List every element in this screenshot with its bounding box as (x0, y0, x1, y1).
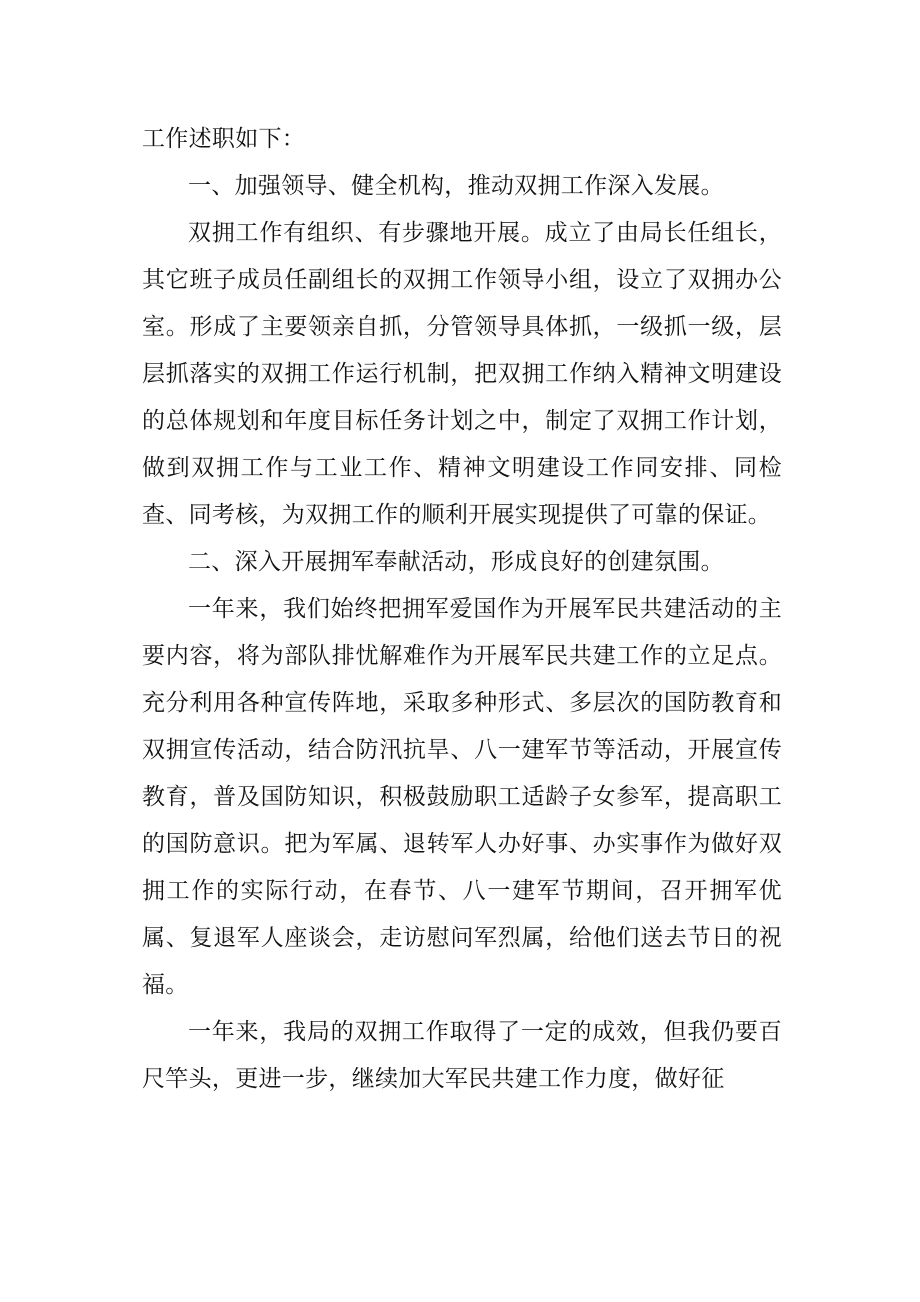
document-body (142, 116, 782, 1103)
paragraph-section-1: 双拥工作有组织、有步骤地开展。成立了由局长任组长，其它班子成员任副组长的双拥工作领导小组，设立了双拥办公室。形成了主要领亲自抓，分管领导具体抓，一级抓一级，层层抓落实的双拥工作运行机制，把双拥工作纳入精神文明建设的总体规划和年度目标任务计划之中，制定了双拥工作计划，做到双拥工作与工业工作、精神文明建设工作同安排、同检查、同考核，为双拥工作的顺利开展实现提供了可靠的保证。 (142, 220, 782, 528)
paragraph-section-2: 一年来，我们始终把拥军爱国作为开展军民共建活动的主要内容，将为部队排忧解难作为开展军民共建工作的立足点。充分利用各种宣传阵地，采取多种形式、多层次的国防教育和双拥宣传活动，结合防汛抗旱、八一建军节等活动，开展宣传教育，普及国防知识，积极鼓励职工适龄子女参军，提高职工的国防意识。把为军属、退转军人办好事、办实事作为做好双拥工作的实际行动，在春节、八一建军节期间，召开拥军优属、复退军人座谈会，走访慰问军烈属，给他们送去节日的祝福。 (142, 596, 782, 998)
section-heading-1: 一、加强领导、健全机构，推动双拥工作深入发展。 (188, 173, 724, 199)
paragraph-closing: 一年来，我局的双拥工作取得了一定的成效，但我仍要百尺竿头，更进一步，继续加大军民共建工作力度，做好征 (142, 1019, 782, 1092)
paragraph-intro: 工作述职如下： (142, 126, 306, 152)
section-heading-2: 二、深入开展拥军奉献活动，形成良好的创建氛围。 (188, 549, 724, 575)
